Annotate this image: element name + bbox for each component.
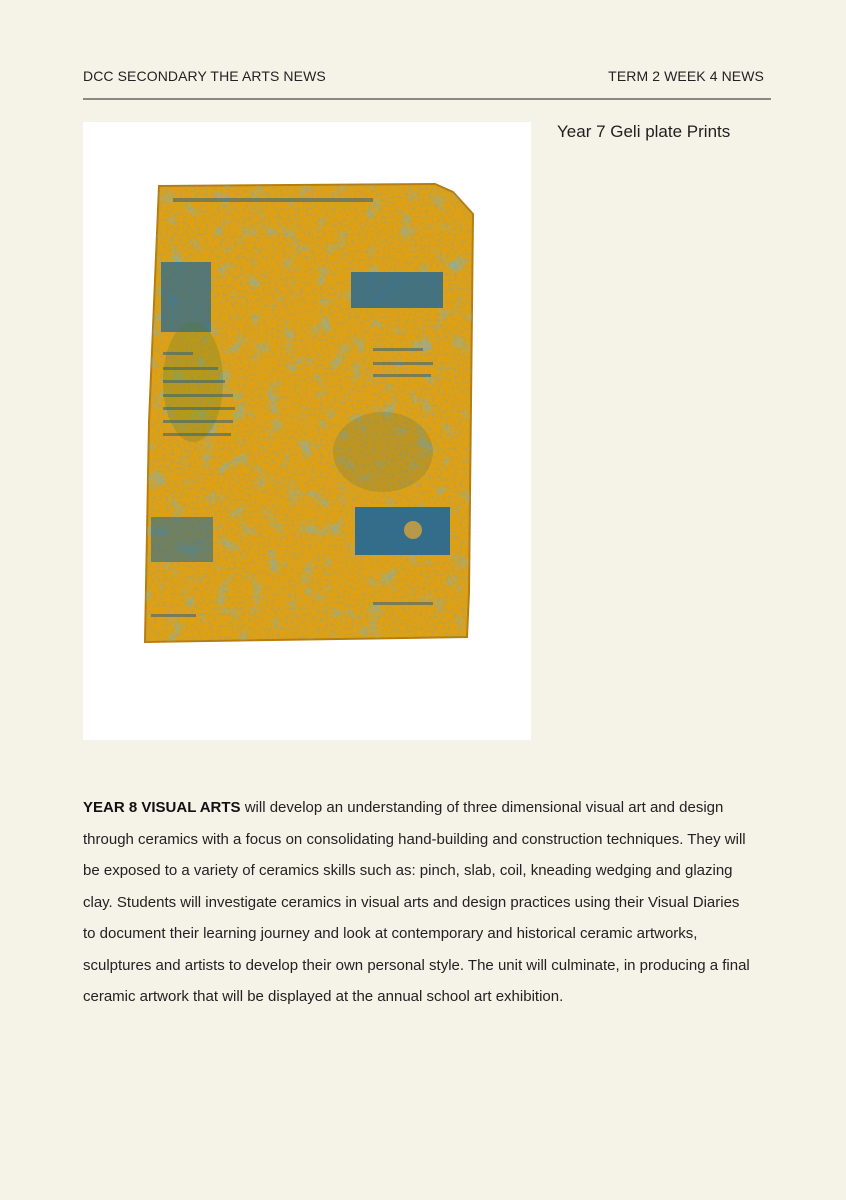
page-header	[83, 68, 771, 88]
header-divider	[83, 98, 771, 100]
newsletter-title: DCC SECONDARY THE ARTS NEWS	[83, 68, 326, 84]
article-body: will develop an understanding of three dimensional visual art and design through ceramics with a focus on consolidating hand-building and construction techniques. They will be exposed to a variety of ceramics skills such as: pinch, slab, coil, kneading wedging and glazing clay. Students will investigate ceramics in visual arts and design practices using their Visual Diaries to document their learning journey and look at contemporary and historical ceramic artworks, sculptures and artists to develop their own personal style. The unit will culminate, in producing a final ceramic artwork that will be displayed at the annual school art exhibition.	[83, 799, 750, 1005]
article-lead: YEAR 8 VISUAL ARTS	[83, 799, 241, 816]
image-caption: Year 7 Geli plate Prints	[557, 122, 731, 141]
geli-print-image	[83, 122, 531, 740]
article-paragraph	[83, 792, 753, 1013]
issue-label: TERM 2 WEEK 4 NEWS	[608, 68, 764, 84]
